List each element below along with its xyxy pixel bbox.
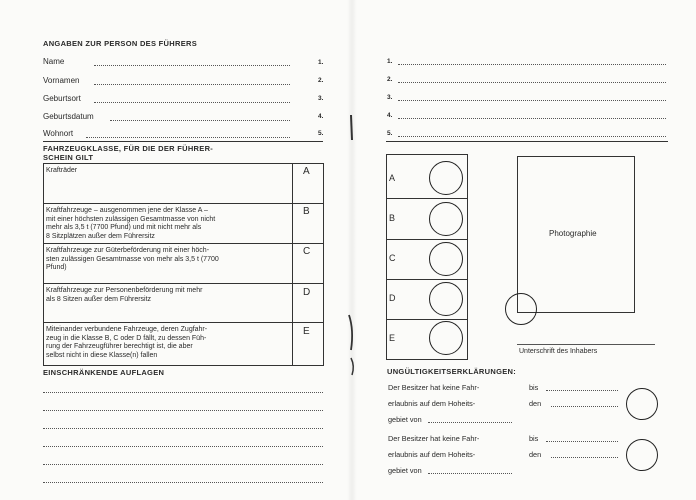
decl-den: den [529,399,542,408]
decl-dotted-line [551,457,618,458]
field-label: Geburtsdatum [43,112,94,121]
table-top-rule [43,141,323,142]
field-dotted-line [86,137,290,138]
stamp-circle-c[interactable] [429,242,463,276]
table-right-border [323,163,324,366]
table-row-rule [43,283,323,284]
table-row-rule [43,243,323,244]
stamp-letter-e: E [389,333,396,343]
decl-dotted-line [546,441,618,442]
decl-bis: bis [529,434,539,443]
field-label: Geburtsort [43,94,81,103]
stamp-box-bottom [386,359,468,360]
class-b-line: mit einer höchsten zulässigen Gesamtmasse von nicht [46,215,216,223]
class-c-letter: C [303,246,311,257]
invalid-title: UNGÜLTIGKEITSERKLÄRUNGEN: [387,367,517,376]
class-a-line: Krafträder [46,167,78,174]
restriction-line[interactable] [43,428,323,429]
decl-line3: gebiet von [388,415,422,424]
decl-dotted-line [551,406,618,407]
stamp-row-rule [386,279,468,280]
class-heading-line2: SCHEIN GILT [43,153,94,162]
stamp-box-right [467,154,468,359]
table-row-rule [43,203,323,204]
field-number: 3. [387,94,393,101]
decl-bis: bis [529,383,539,392]
staple-marks [345,110,359,380]
field-number: 5. [387,130,393,137]
field-dotted-line [94,65,290,66]
table-left-border [43,163,44,366]
decl-dotted-line [428,473,512,474]
stamp-circle-b[interactable] [429,202,463,236]
restriction-line[interactable] [43,464,323,465]
field-dotted-line [110,120,290,121]
decl-den: den [529,450,542,459]
class-e-line: Miteinander verbundene Fahrzeuge, deren Zugfahr- [46,326,208,333]
class-c-line: sten zulässigen Gesamtmasse von mehr als 3,5 t (7700 [46,255,219,263]
table-bottom-rule [43,365,323,366]
decl-stamp-circle[interactable] [626,388,658,420]
field-number: 2. [387,76,393,83]
stamp-letter-c: C [389,253,396,263]
restriction-line[interactable] [43,410,323,411]
class-heading-line1: FAHRZEUGKLASSE, FÜR DIE DER FÜHRER- [43,144,214,153]
stamp-circle-e[interactable] [429,321,463,355]
decl-line1: Der Besitzer hat keine Fahr- [388,434,480,443]
stamp-row-rule [386,319,468,320]
section-title-person: ANGABEN ZUR PERSON DES FÜHRERS [43,39,198,48]
field-label: Name [43,57,65,66]
class-c-description [46,247,219,273]
stamp-box-left [386,154,387,359]
class-e-description [46,326,207,360]
class-b-letter: B [303,206,310,217]
decl-stamp-circle[interactable] [626,439,658,471]
restriction-line[interactable] [43,482,323,483]
class-b-line: Kraftfahrzeuge – ausgenommen jene der Klasse A – [46,207,208,214]
field-dotted-line [94,84,290,85]
stamp-circle-d[interactable] [429,282,463,316]
class-c-line: Kraftfahrzeuge zur Güterbeförderung mit einer höch- [46,247,210,254]
field-dotted-line [94,102,290,103]
stamp-letter-a: A [389,173,396,183]
stamp-row-rule [386,239,468,240]
class-e-line: zeug in die Klasse B, C oder D fällt, zu dessen Füh- [46,334,207,342]
class-e-letter: E [303,326,310,337]
stamp-circle-a[interactable] [429,161,463,195]
field-dotted-line [398,64,666,65]
table-letter-divider [292,163,293,366]
class-d-letter: D [303,287,311,298]
class-b-line: mehr als 3,5 t (7700 Pfund) und mit nicht mehr als [46,224,202,231]
class-c-line: Pfund) [46,264,67,271]
field-dotted-line [398,118,666,119]
table-rule [43,163,323,164]
field-number: 4. [318,113,324,120]
restriction-line[interactable] [43,446,323,447]
class-b-line: 8 Sitzplätzen außer dem Führersitz [46,232,155,240]
decl-line1: Der Besitzer hat keine Fahr- [388,383,480,392]
class-d-description [46,287,202,304]
stamp-row-rule [386,198,468,199]
field-dotted-line [398,82,666,83]
decl-dotted-line [428,422,512,423]
class-d-line: Kraftfahrzeuge zur Personenbeförderung mit mehr [46,287,203,294]
field-label: Wohnort [43,129,74,138]
class-a-letter: A [303,166,310,177]
decl-dotted-line [546,390,618,391]
signature-label: Unterschrift des Inhabers [519,348,598,355]
class-e-line: rung der Fahrzeugführer berechtigt ist, die aber [46,343,193,350]
field-label: Vornamen [43,76,80,85]
field-number: 2. [318,77,324,84]
field-number: 1. [318,59,324,66]
stamp-box-top [386,154,468,155]
class-d-line: als 8 Sitzen außer dem Führersitz [46,295,152,303]
field-dotted-line [398,136,666,137]
field-number: 5. [318,130,324,137]
signature-line[interactable] [517,344,655,345]
stamp-letter-d: D [389,293,396,303]
decl-line3: gebiet von [388,466,422,475]
class-table-heading [43,144,213,162]
field-number: 3. [318,95,324,102]
photo-seal-circle [505,293,537,325]
restrictions-title: EINSCHRÄNKENDE AUFLAGEN [43,368,165,377]
field-number: 4. [387,112,393,119]
field-dotted-line [398,100,666,101]
class-b-description [46,207,215,241]
decl-line2: erlaubnis auf dem Hoheits- [388,450,476,459]
right-top-rule [386,141,668,142]
class-e-line: selbst nicht in diese Klasse(n) fallen [46,351,158,359]
decl-line2: erlaubnis auf dem Hoheits- [388,399,476,408]
photo-label: Photographie [549,229,597,238]
table-row-rule [43,322,323,323]
stamp-letter-b: B [389,213,396,223]
field-number: 1. [387,58,393,65]
class-a-description [46,167,77,176]
restriction-line[interactable] [43,392,323,393]
